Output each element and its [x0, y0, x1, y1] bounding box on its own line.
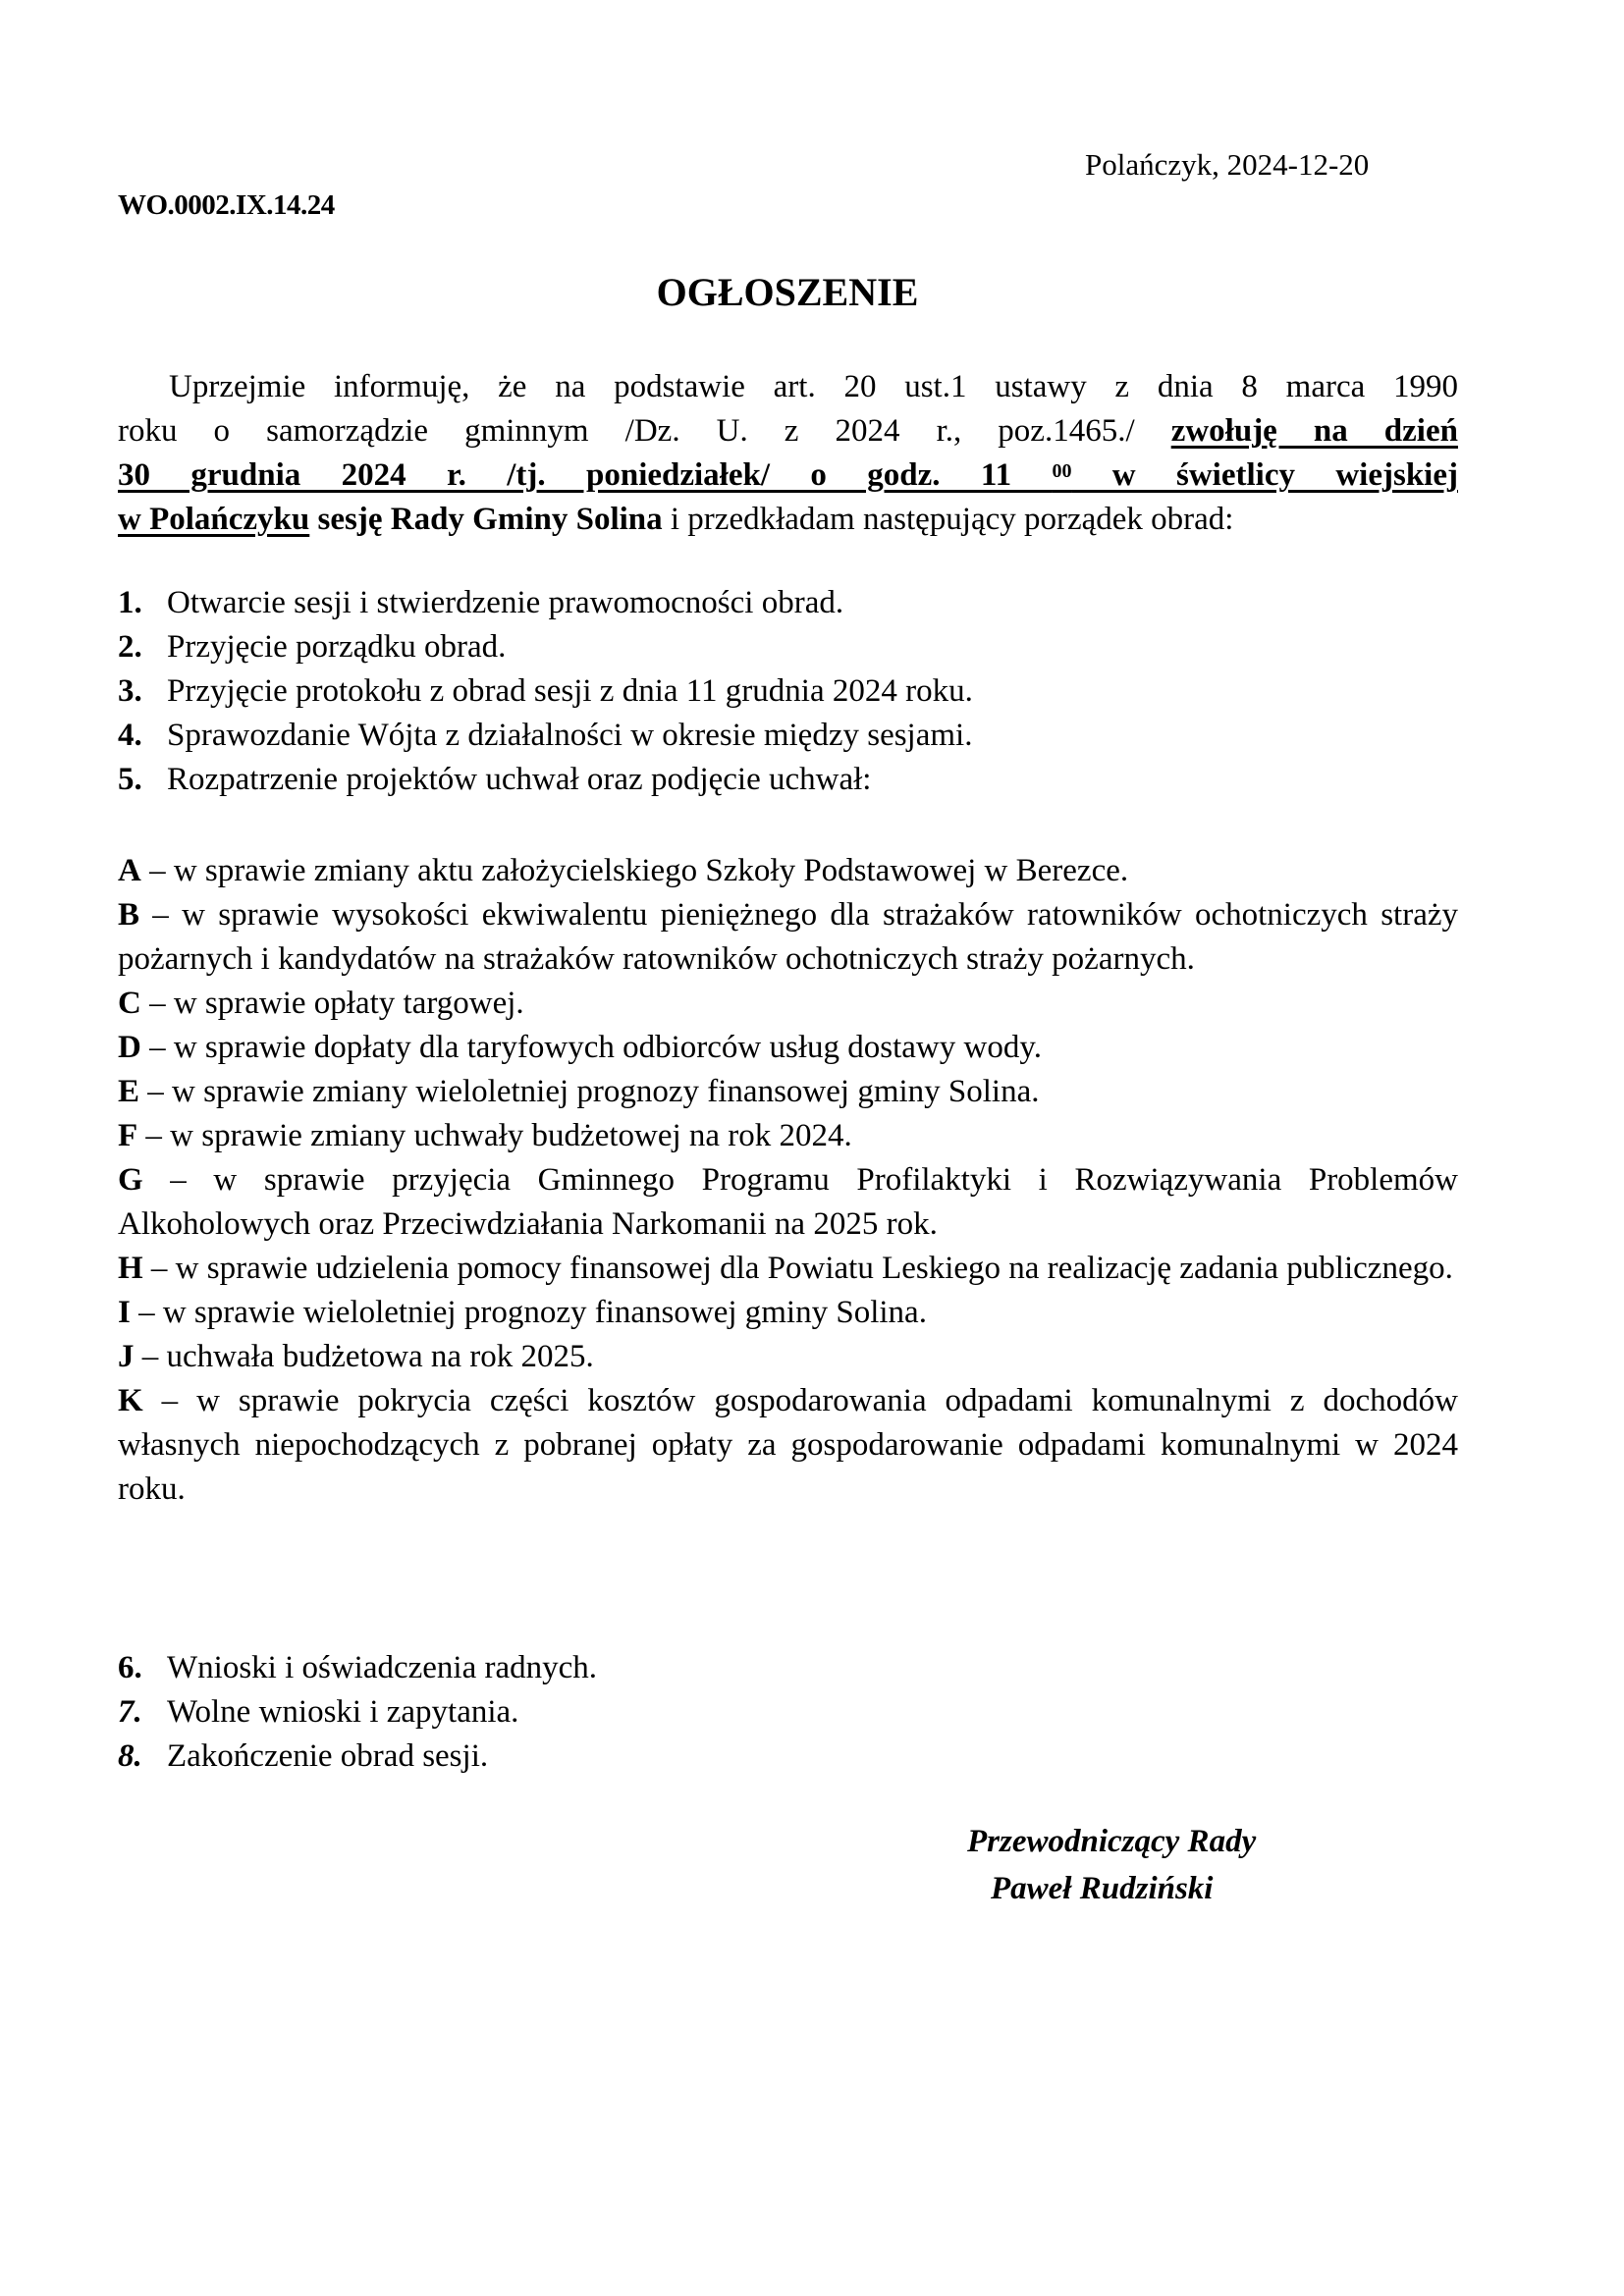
agenda-item-text: Zakończenie obrad sesji.: [167, 1738, 489, 1774]
session-name: sesję Rady Gminy Solina: [309, 502, 671, 537]
resolution-letter: J: [118, 1339, 135, 1374]
resolution-letter: B: [118, 897, 140, 933]
document-title: OGŁOSZENIE: [656, 270, 919, 314]
agenda-item: [118, 581, 1458, 625]
resolution-item: [118, 1291, 1458, 1335]
resolution-letter: H: [118, 1251, 143, 1286]
intro-line-4: [118, 498, 1458, 542]
agenda-item-number: 5.: [118, 762, 142, 797]
resolutions-list: [118, 849, 1458, 1512]
convocation-text: zwołuję na dzień: [1170, 413, 1458, 449]
signature-role: Przewodniczący Rady: [967, 1824, 1257, 1859]
agenda-item-number: 4.: [118, 718, 142, 753]
agenda-list-end: [118, 1646, 1458, 1779]
resolution-item: [118, 1379, 1458, 1512]
resolution-letter: F: [118, 1118, 138, 1153]
intro-line-2-text: roku o samorządzie gminnym /Dz. U. z 2024 r., poz.1465./: [118, 413, 1171, 449]
resolution-item: [118, 982, 1458, 1026]
session-date-time: [118, 457, 1458, 493]
resolution-letter: G: [118, 1162, 143, 1198]
resolution-item: [118, 1070, 1458, 1114]
reference-number: WO.0002.IX.14.24: [118, 189, 335, 221]
resolution-letter: K: [118, 1383, 143, 1418]
agenda-item-text: Wnioski i oświadczenia radnych.: [167, 1650, 598, 1685]
intro-paragraph: [118, 365, 1458, 542]
resolution-letter: I: [118, 1295, 131, 1330]
resolution-text: – w sprawie zmiany uchwały budżetowej na rok 2024.: [137, 1118, 852, 1153]
resolution-text: – w sprawie wysokości ekwiwalentu pieniężnego dla strażaków ratowników ochotniczych straży pożarnych i kandydatów na strażaków ratowników ochotniczych straży pożarnych.: [118, 897, 1458, 977]
resolution-text: – w sprawie wieloletniej prognozy finansowej gminy Solina.: [130, 1295, 927, 1330]
agenda-item: [118, 1646, 1458, 1690]
agenda-item-number: 1.: [118, 585, 142, 620]
agenda-item: [118, 1690, 1458, 1735]
agenda-item-text: Przyjęcie porządku obrad.: [167, 629, 507, 665]
resolution-letter: D: [118, 1030, 141, 1065]
intro-line-3: [118, 454, 1458, 498]
resolution-letter: E: [118, 1074, 140, 1109]
place-date: Polańczyk, 2024-12-20: [1085, 147, 1370, 182]
signature-block: [967, 1818, 1256, 1912]
intro-line-1: Uprzejmie informuję, że na podstawie art. 20 ust.1 ustawy z dnia 8 marca 1990: [169, 369, 1458, 404]
session-time-minutes: 00: [1052, 460, 1072, 482]
agenda-item: [118, 1735, 1458, 1779]
resolution-text: – w sprawie zmiany aktu założycielskiego Szkoły Podstawowej w Berezce.: [140, 853, 1129, 888]
agenda-item-text: Otwarcie sesji i stwierdzenie prawomocności obrad.: [167, 585, 844, 620]
resolution-item: [118, 1026, 1458, 1070]
agenda-item-text: Wolne wnioski i zapytania.: [167, 1694, 519, 1730]
signature-name: Paweł Rudziński: [991, 1871, 1214, 1906]
session-date: 30 grudnia 2024 r. /tj. poniedziałek/ o godz. 11: [118, 457, 1053, 493]
agenda-item: [118, 625, 1458, 669]
resolution-item: [118, 1247, 1458, 1291]
agenda-item: [118, 714, 1458, 758]
resolution-text: – w sprawie pokrycia części kosztów gospodarowania odpadami komunalnymi z dochodów własnych niepochodzących z pobranej opłaty za gospodarowanie odpadami komunalnymi w 2024 roku.: [118, 1383, 1458, 1507]
intro-line-2: [118, 409, 1458, 454]
resolution-letter: C: [118, 986, 141, 1021]
agenda-item-text: Przyjęcie protokołu z obrad sesji z dnia 11 grudnia 2024 roku.: [167, 673, 973, 709]
session-location: w Polańczyku: [118, 502, 310, 537]
resolution-text: – w sprawie dopłaty dla taryfowych odbiorców usług dostawy wody.: [140, 1030, 1042, 1065]
agenda-item-text: Rozpatrzenie projektów uchwał oraz podjęcie uchwał:: [167, 762, 872, 797]
session-venue: w świetlicy wiejskiej: [1071, 457, 1458, 493]
resolution-letter: A: [118, 853, 141, 888]
agenda-item-number: 8.: [118, 1738, 142, 1774]
agenda-item-number: 7.: [118, 1694, 142, 1730]
resolution-item: [118, 1158, 1458, 1247]
agenda-item-number: 6.: [118, 1650, 142, 1685]
resolution-text: – uchwała budżetowa na rok 2025.: [134, 1339, 594, 1374]
agenda-item: [118, 669, 1458, 714]
agenda-list: [118, 581, 1458, 802]
resolution-item: [118, 1114, 1458, 1158]
resolution-text: – w sprawie opłaty targowej.: [140, 986, 524, 1021]
resolution-text: – w sprawie zmiany wieloletniej prognozy finansowej gminy Solina.: [139, 1074, 1040, 1109]
resolution-item: [118, 893, 1458, 982]
intro-line-4-text: i przedkładam następujący porządek obrad:: [670, 502, 1234, 537]
agenda-item-number: 2.: [118, 629, 142, 665]
agenda-item: [118, 758, 1458, 802]
resolution-item: [118, 1335, 1458, 1379]
agenda-item-text: Sprawozdanie Wójta z działalności w okresie między sesjami.: [167, 718, 973, 753]
resolution-item: [118, 849, 1458, 893]
resolution-text: – w sprawie przyjęcia Gminnego Programu Profilaktyki i Rozwiązywania Problemów Alkoholowych oraz Przeciwdziałania Narkomanii na 2025 rok.: [118, 1162, 1458, 1242]
agenda-item-number: 3.: [118, 673, 142, 709]
resolution-text: – w sprawie udzielenia pomocy finansowej dla Powiatu Leskiego na realizację zadania publicznego.: [142, 1251, 1453, 1286]
